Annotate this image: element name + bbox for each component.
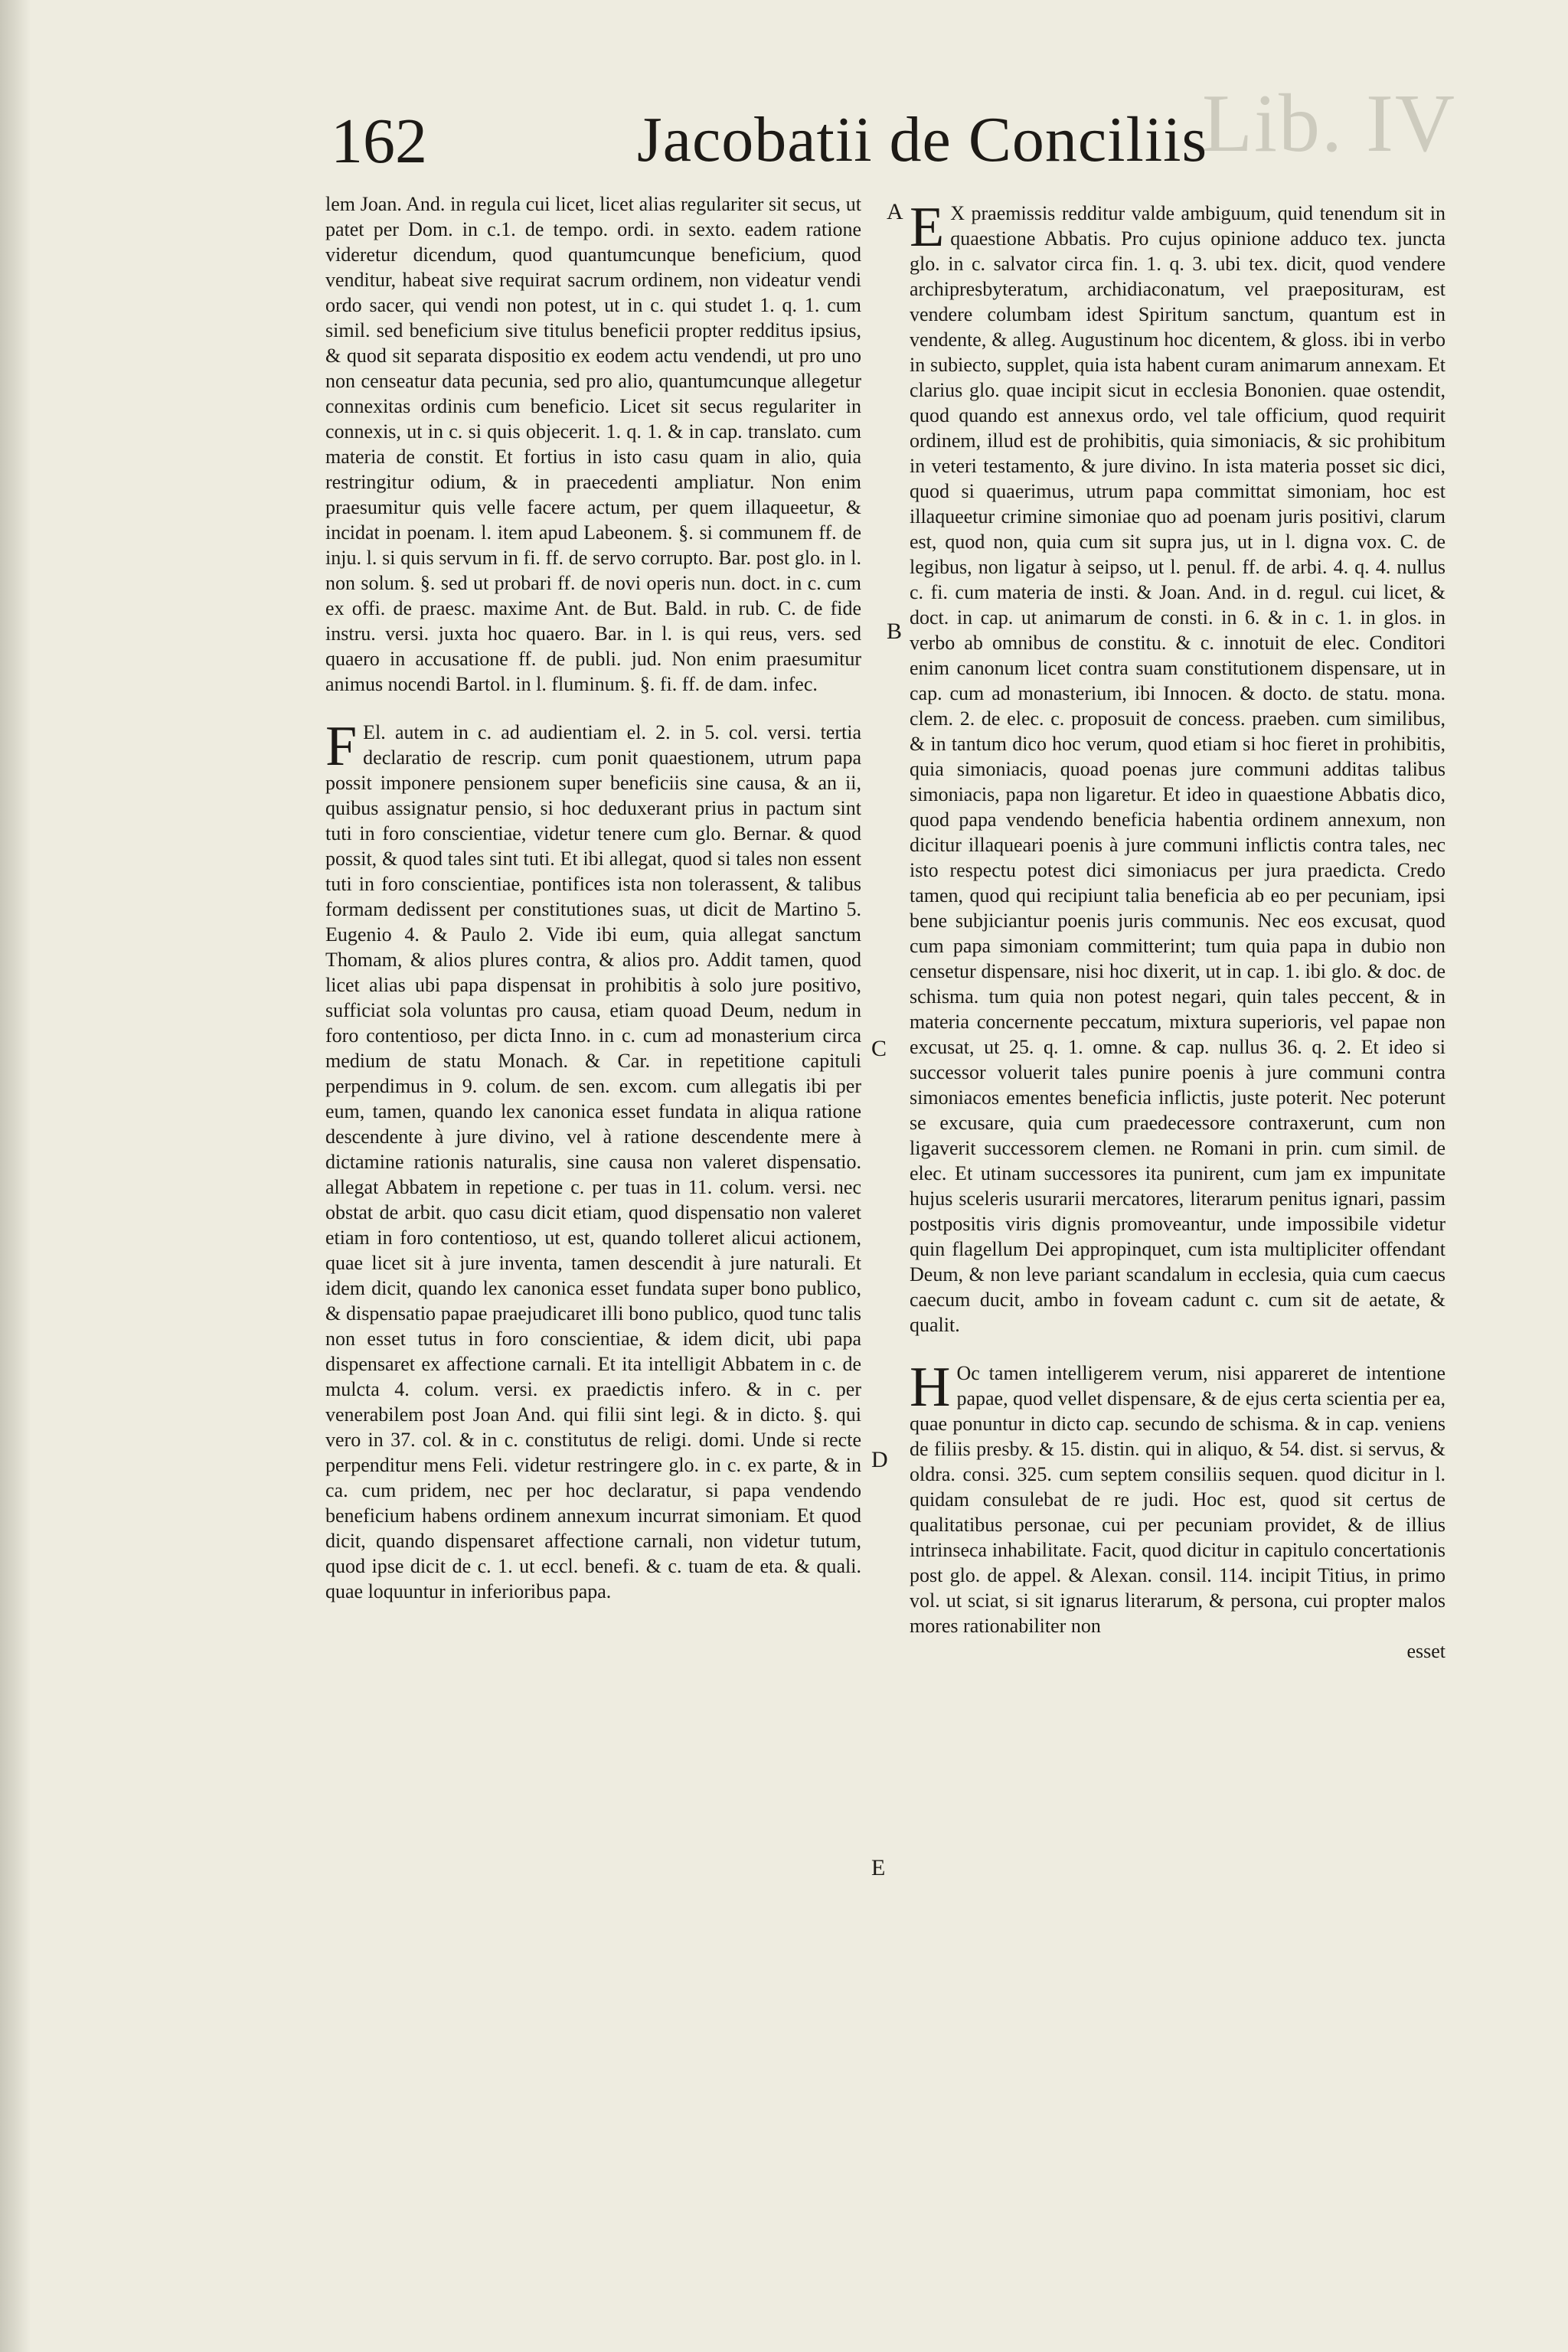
- margin-letter-a: A: [887, 199, 903, 224]
- drop-cap: E: [910, 196, 945, 259]
- margin-letter-e: E: [871, 1855, 886, 1880]
- page-number: 162: [331, 106, 427, 177]
- bleed-through-text: Lib. IV: [1202, 78, 1456, 161]
- right-paragraph-2: [910, 1356, 1446, 1638]
- catchword: esset: [1406, 1640, 1446, 1662]
- right-paragraph-2-text: Oc tamen intelligerem verum, nisi appareret de intentione papae, quod vellet dispensare, & de ejus certa scientia per ea, quae ponuntur in dicto cap. secundo de schisma. & in cap. veniens de filiis presby. & 15. distin. qui in aliquo, & 54. dist. si servus, & oldra. consi. 325. cum septem consiliis sequen. quod dicitur in l. quidam consulebat de re judi. Hoc est, quod sit certus de qualitatibus personae, cui per pecuniam providet, & de illius intrinseca inhabilitate. Facit, quod dicitur in capitulo concertationis post glo. de appel. & Alexan. consil. 114. incipit Titius, in primo vol. ut sciat, si sit ignarus literarum, & persona, cui propter malos mores rationabiliter non: [910, 1362, 1446, 1637]
- left-paragraph-2: [325, 715, 861, 1604]
- right-paragraph-1: [910, 196, 1446, 1338]
- drop-cap: F: [325, 715, 358, 778]
- running-title: Jacobatii de Conciliis: [637, 104, 1208, 175]
- right-column: [910, 196, 1446, 1664]
- left-paragraph-2-text: El. autem in c. ad audientiam el. 2. in 5. col. versi. tertia declaratio de rescrip. cum ponit quaestionem, utrum papa possit imponere pensionem super beneficiis sine causa, & an ii, quibus assignatur pensio, si hoc deduxerant prius in pactum sint tuti in foro conscientiae, videtur tenere cum glo. Bernar. & quod possit, & quod tales sint tuti. Et ibi allegat, quod si tales non essent tuti in foro conscientiae, pontifices ista non tolerassent, & talibus formam dedissent per constitutiones suas, ut dicit de Martino 5. Eugenio 4. & Paulo 2. Vide ibi eum, quia allegat sanctum Thomam, & alios plures contra, & alios pro. Addit tamen, quod licet alias ubi papa dispensat in prohibitis à solo jure positivo, sufficiat sola voluntas pro causa, etiam quoad Deum, nedum in foro contentioso, per dicta Inno. in c. cum ad monasterium circa medium de statu Monach. & Car. in repetitione capituli perpendimus in 9. colum. de sen. excom. cum allegatis ibi per eum, tamen, quando lex canonica esset fundata in aliqua ratione descendente à jure divino, vel à ratione descendente mere à dictamine rationis naturalis, sine causa non valeret dispensatio. allegat Abbatem in repetione c. per tuas in 11. colum. versi. nec obstat de arbit. quo casu dicit etiam, quod dispensatio non valeret etiam in foro contentioso, ut est, quando tolleret alicui actionem, quae licet sit à jure inventa, tamen descendit à jure naturali. Et idem dicit, quando lex canonica esset fundata super bono publico, & dispensatio papae praejudicaret illi bono publico, quod tunc talis non esset tutus in foro conscientiae, & idem dicit, ubi papa dispensaret ex affectione carnali. Et ita intelligit Abbatem in c. de mulcta 4. colum. versi. ex praedictis infero. & in c. per venerabilem post Joan And. qui filii sint legi. & in dicto. §. qui vero in 37. col. & in c. constitutus de religi. domi. Unde si recte perpenditur mens Feli. videtur restringere glo. in c. ex parte, & in ca. cum pridem, nec per hoc declaratur, si papa vendendo beneficium habens ordinem annexum incurrat simoniam. Et quod dicit, quando dispensaret affectione carnali, non videtur tutum, quod ipse dicit de c. 1. ut eccl. benefi. & c. tuam de eta. & quali. quae loquuntur in inferioribus papa.: [325, 721, 861, 1602]
- margin-letter-d: D: [871, 1447, 888, 1472]
- page-edge-shadow: [0, 0, 31, 2352]
- left-column: [325, 191, 861, 1604]
- drop-cap: H: [910, 1356, 951, 1419]
- margin-letter-c: C: [871, 1036, 887, 1061]
- margin-letter-b: B: [887, 619, 903, 644]
- right-paragraph-1-text: X praemissis redditur valde ambiguum, quid tenendum sit in quaestione Abbatis. Pro cujus opinione adduco tex. juncta glo. in c. salvator circa fin. 1. q. 3. ubi tex. dicit, quod vendere archipresbyteratum, archidiaconatum, vel praepositurам, est vendere columbam idest Spiritum sanctum, quantum est in vendente, & alleg. Augustinum hoc dicentem, & gloss. ibi in verbo in subiecto, supplet, quia ista habent curam animarum annexam. Et clarius glo. quae incipit sicut in ecclesia Bononien. quae ostendit, quod quando est annexus ordo, vel tale officium, quod requirit ordinem, illud est de prohibitis, quia simoniacis, & sic prohibitum in veteri testamento, & jure divino. In ista materia posset sic dici, quod si quaerimus, utrum papa committat simoniam, hoc est illaqueetur crimine simoniae quo ad poenam juris positivi, clarum est, quod non, quia cum sit supra jus, ut in l. digna vox. C. de legibus, non ligatur à seipso, ut l. penul. ff. de arbi. 4. q. 4. nullus c. fi. cum materia de insti. & Joan. And. in d. regul. cui licet, & doct. in cap. ut animarum de consti. in 6. & in c. 1. in glos. in verbo ab omnibus de constitu. & c. innotuit de elec. Conditori enim canonum licet contra suam constitutionem dispensare, ut in cap. cum ad monasterium, ibi Innocen. & docto. de statu. monа. clem. 2. de elec. c. proposuit de concess. praeben. cum similibus, & in tantum dico hoc verum, quod etiam si hoc fieret in prohibitis, quia simoniacis, quoad poenas jure communi additas talibus simoniacis, papa non ligaretur. Et ideo in quaestione Abbatis dico, quod papa vendendo beneficia habentia ordinem annexum, non dicitur illaqueari poenis à jure communi inflictis contra tales, nec isto respectu potest dici simoniacus per jura praedicta. Credo tamen, quod qui recipiunt talia beneficia ab eo per pecuniam, ipsi bene subjiciantur poenis juris communis. Nec eos excusat, quod cum papa simoniam committerint; tum quia papa in dubio non censetur dispensare, nisi hoc dixerit, ut in cap. 1. ibi glo. & doc. de schisma. tum quia non potest negari, quin tales peccent, & in materia concernente peccatum, mixtura superioris, vel papae non excusat, ut 25. q. 1. omne. & cap. nullus 36. q. 2. Et ideo si successor voluerit tales punire poenis à jure communi contra simoniacos ementes beneficia inflictis, juste poterit. Nec poterunt se excusare, quia cum praedecessore contraxerunt, cum non ligaverit successorem clemen. ne Romani in prin. cum simil. de elec. Et utinam successores ita punirent, cum jam ex impunitate hujus sceleris usurarii mercatores, literarum penitus ignari, passim postpositis viris dignis promoveantur, unde impossibile videtur quin flagellum Dei appropinquet, cum ista multipliciter offendant Deum, & non leve pariant scandalum in ecclesia, quia cum caecus caecum ducit, ambo in foveam cadunt c. cum sit de aetate, & qualit.: [910, 202, 1446, 1336]
- left-paragraph-1: lem Joan. And. in regula cui licet, licet alias regulariter sit secus, ut patet per Dom. in c.1. de tempo. ordi. in sexto. eadem ratione videretur dicendum, quod quantumcunque beneficium, quod venditur, habeat sive requirat sacrum ordinem, non videatur vendi ordo sacer, qui vendi non potest, ut in c. qui studet 1. q. 1. cum simil. sed beneficium sive titulus beneficii propter redditus ipsius, & quod sit separata dispositio ex eodem actu vendendi, ut pro uno non censeatur data pecunia, sed pro alio, quantumcunque allegetur connexitas ordinis cum beneficio. Licet sit secus regulariter in connexis, ut in c. si quis objecerit. 1. q. 1. & in cap. translato. cum materia de constit. Et fortius in isto casu quam in alio, quia restringitur odium, & in praecedenti ampliatur. Non enim praesumitur quis velle facere actum, per quem illaqueetur, & incidat in poenam. l. item apud Labeonem. §. si communem ff. de inju. l. si quis servum in fi. ff. de servo corrupto. Bar. post glo. in l. non solum. §. sed ut probari ff. de novi operis nun. doct. in c. cum ex offi. de praesc. maxime Ant. de But. Bald. in rub. C. de fide instru. versi. juxta hoc quaero. Bar. in l. is qui reus, vers. sed quaero in accusatione ff. de publi. jud. Non enim praesumitur animus nocendi Bartol. in l. fluminum. §. fi. ff. de dam. infec.: [325, 193, 861, 695]
